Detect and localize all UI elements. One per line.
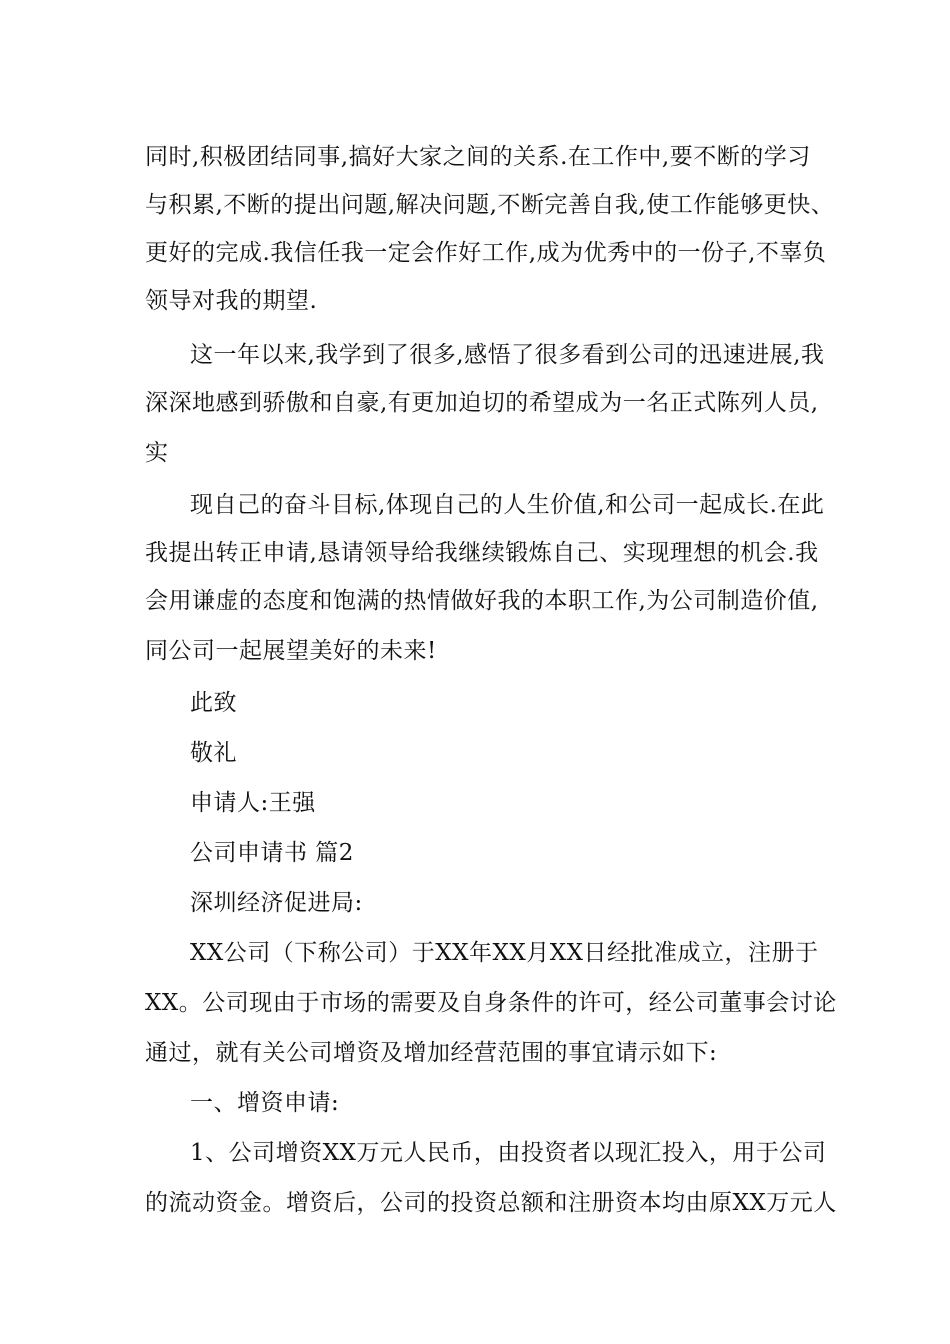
text-line: 我提出转正申请,恳请领导给我继续锻炼自己、实现理想的机会.我 xyxy=(145,540,819,566)
text-line: 1、公司增资XX万元人民币，由投资者以现汇投入，用于公司 xyxy=(190,1140,827,1166)
text-line: 会用谦虚的态度和饱满的热情做好我的本职工作,为公司制造价值, xyxy=(145,588,819,614)
text-line: 这一年以来,我学到了很多,感悟了很多看到公司的迅速进展,我 xyxy=(190,342,825,368)
subsection-heading: 一、增资申请: xyxy=(190,1090,340,1116)
text-line: 通过，就有关公司增资及增加经营范围的事宜请示如下: xyxy=(145,1040,718,1066)
text-line: 深深地感到骄傲和自豪,有更加迫切的希望成为一名正式陈列人员, xyxy=(145,390,819,416)
text-line: 同公司一起展望美好的未来! xyxy=(145,638,437,664)
applicant-name: 申请人:王强 xyxy=(190,790,316,816)
closing-salutation: 此致 xyxy=(190,690,237,716)
text-line: XX公司（下称公司）于XX年XX月XX日经批准成立，注册于 xyxy=(190,940,819,966)
text-line: 领导对我的期望. xyxy=(145,288,318,314)
section-heading: 公司申请书 篇2 xyxy=(190,840,354,866)
text-line: XX。公司现由于市场的需要及自身条件的许可，经公司董事会讨论 xyxy=(145,990,837,1016)
text-line: 更好的完成.我信任我一定会作好工作,成为优秀中的一份子,不辜负 xyxy=(145,240,827,266)
text-line: 与积累,不断的提出问题,解决问题,不断完善自我,使工作能够更快、 xyxy=(145,192,835,218)
text-line: 现自己的奋斗目标,体现自己的人生价值,和公司一起成长.在此 xyxy=(190,492,825,518)
recipient-line: 深圳经济促进局: xyxy=(190,890,363,916)
text-line: 同时,积极团结同事,搞好大家之间的关系.在工作中,要不断的学习 xyxy=(145,144,811,170)
text-line: 的流动资金。增资后，公司的投资总额和注册资本均由原XX万元人 xyxy=(145,1190,837,1216)
closing-regards: 敬礼 xyxy=(190,740,237,766)
text-line: 实 xyxy=(145,440,169,466)
